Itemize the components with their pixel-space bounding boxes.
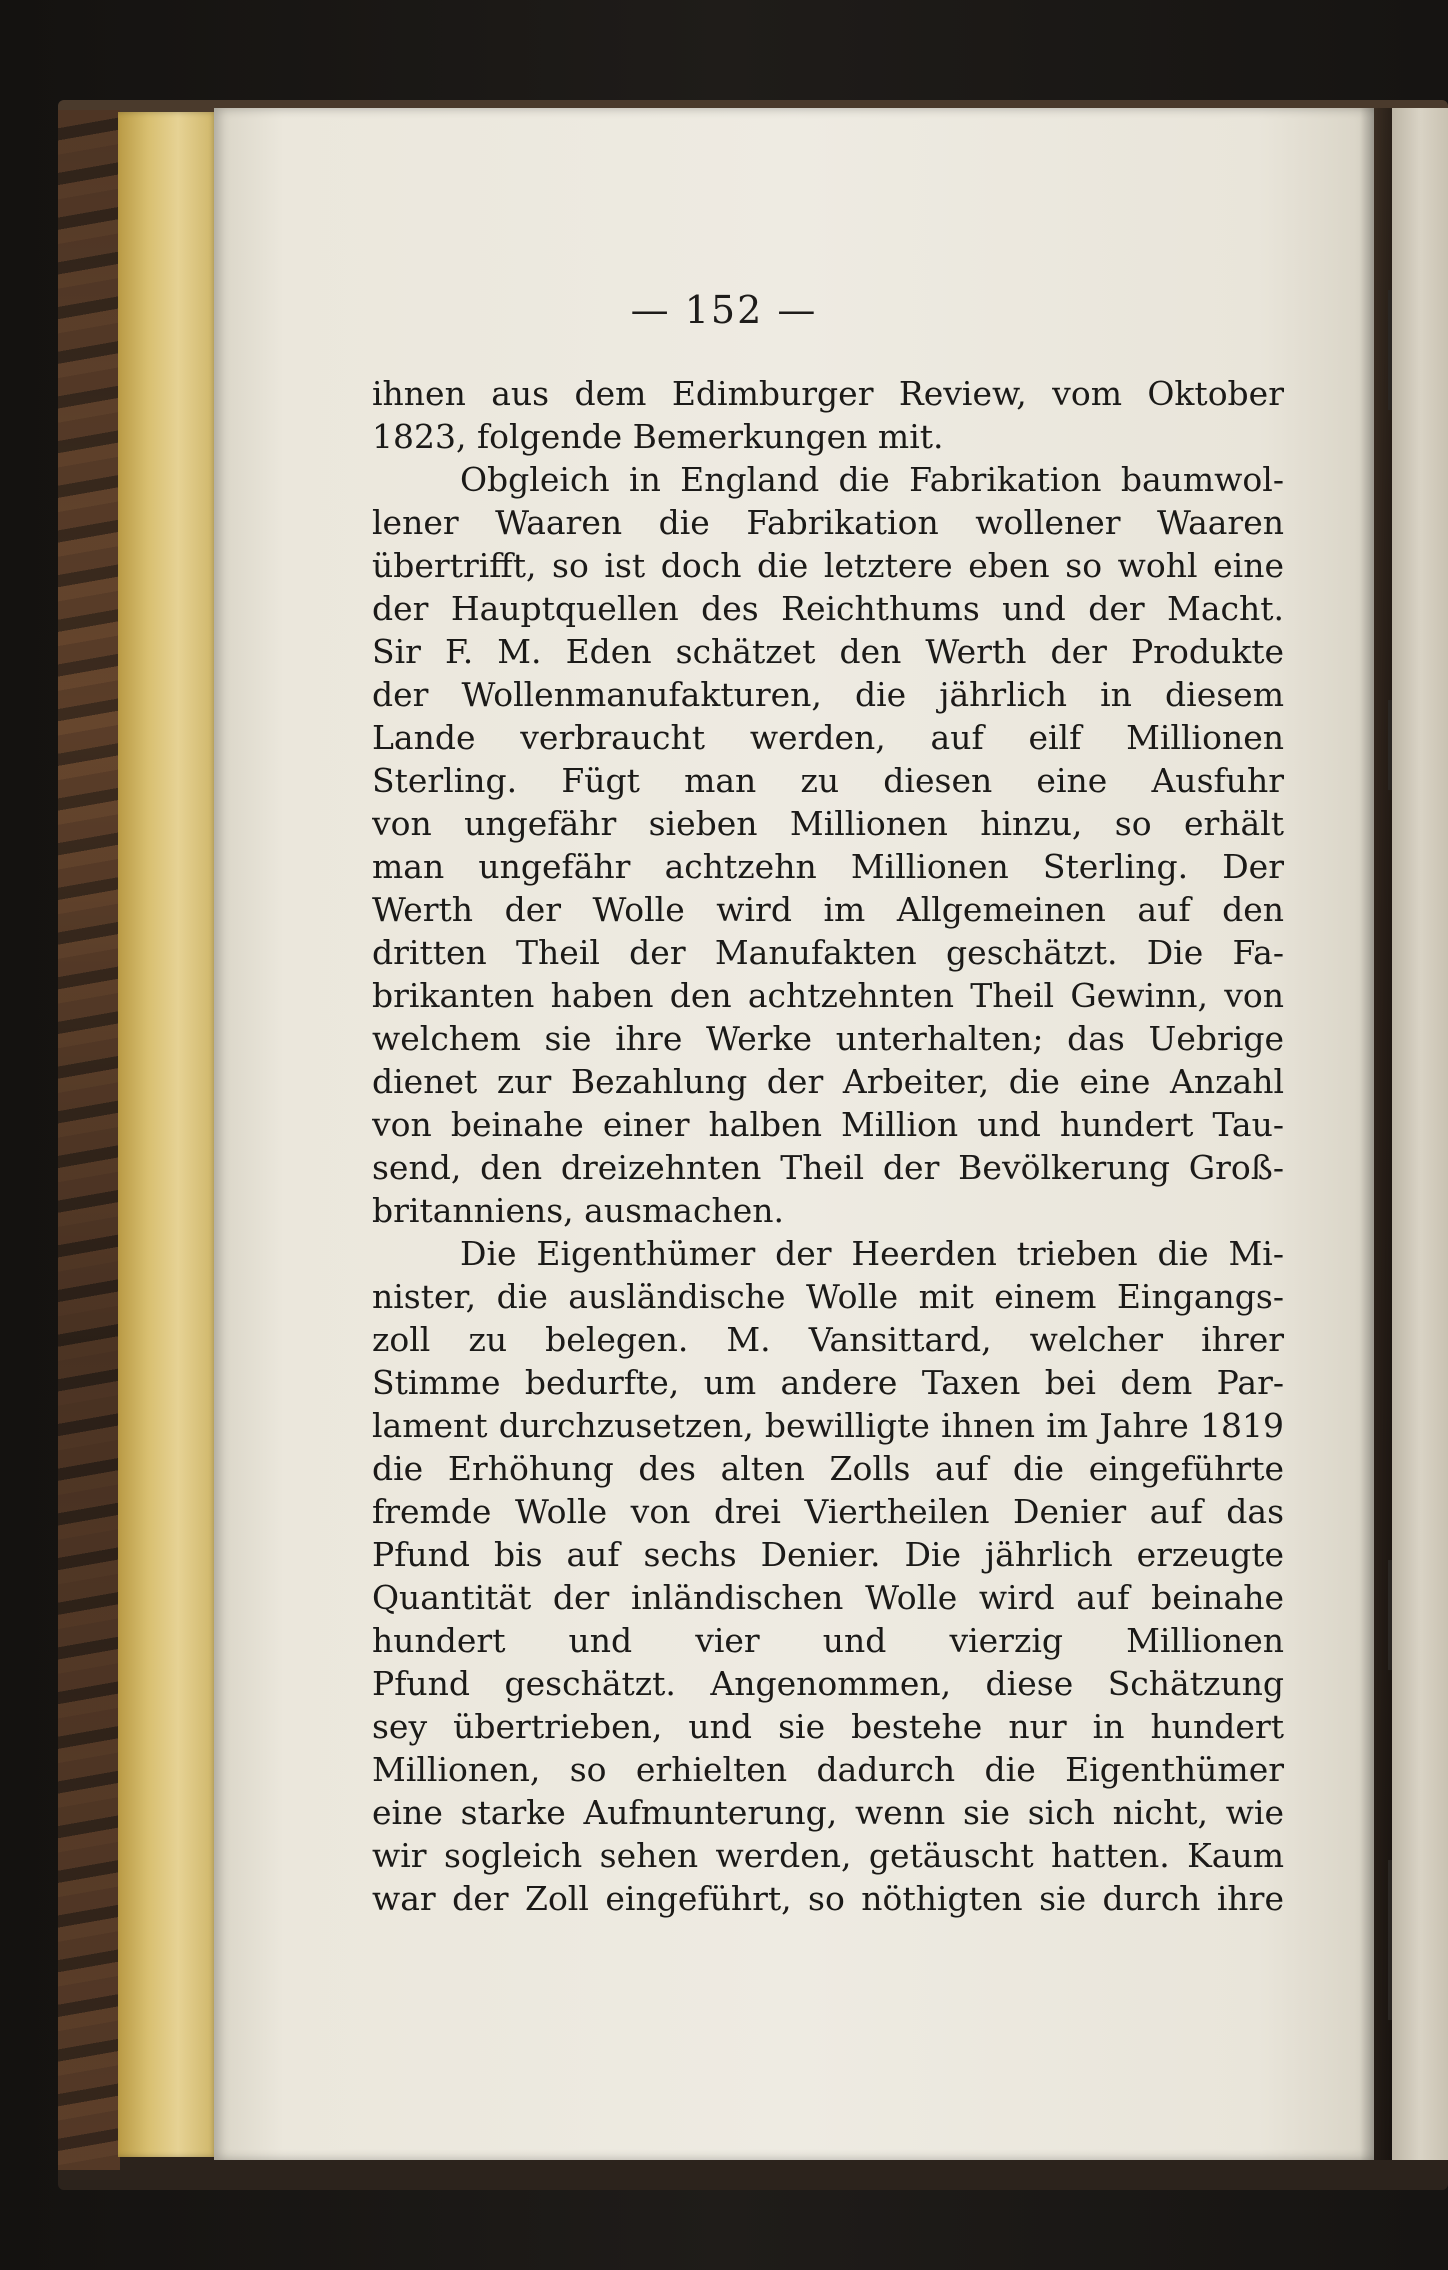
text-line: wir sogleich sehen werden, getäuscht hatten. Kaum xyxy=(372,1836,1284,1875)
text-line: der Hauptquellen des Reichthums und der Macht. xyxy=(372,589,1284,628)
text-line: brikanten haben den achtzehnten Theil Gewinn, von xyxy=(372,976,1284,1015)
text-line: die Erhöhung des alten Zolls auf die eingeführte xyxy=(372,1449,1284,1488)
text-line: Sir F. M. Eden schätzet den Werth der Produkte xyxy=(372,632,1284,671)
page-number: — 152 — xyxy=(630,288,818,332)
text-line: dritten Theil der Manufakten geschätzt. Die Fa- xyxy=(372,933,1284,972)
text-line: Millionen, so erhielten dadurch die Eigenthümer xyxy=(372,1750,1284,1789)
text-line: welchem sie ihre Werke unterhalten; das Uebrige xyxy=(372,1019,1284,1058)
text-line: sey übertrieben, und sie bestehe nur in hundert xyxy=(372,1707,1284,1746)
text-line: Die Eigenthümer der Heerden trieben die Mi- xyxy=(460,1234,1284,1273)
text-line: Werth der Wolle wird im Allgemeinen auf den xyxy=(372,890,1284,929)
text-line: nister, die ausländische Wolle mit einem Eingangs- xyxy=(372,1277,1284,1316)
text-line: ihnen aus dem Edimburger Review, vom Oktober xyxy=(372,374,1284,413)
text-line: man ungefähr achtzehn Millionen Sterling. Der xyxy=(372,847,1284,886)
text-line: Sterling. Fügt man zu diesen eine Ausfuhr xyxy=(372,761,1284,800)
text-line: lament durchzusetzen, bewilligte ihnen im Jahre 1819 xyxy=(372,1406,1284,1445)
facing-page-ink-mark xyxy=(1388,700,1392,790)
text-line: von beinahe einer halben Million und hundert Tau- xyxy=(372,1105,1284,1144)
text-line: britanniens, ausmachen. xyxy=(372,1191,784,1230)
text-line: dienet zur Bezahlung der Arbeiter, die eine Anzahl xyxy=(372,1062,1284,1101)
marbled-cover-edge xyxy=(58,110,120,2170)
text-line: Obgleich in England die Fabrikation baumwol- xyxy=(460,460,1284,499)
text-line: Lande verbraucht werden, auf eilf Millionen xyxy=(372,718,1284,757)
text-line: send, den dreizehnten Theil der Bevölkerung Groß- xyxy=(372,1148,1284,1187)
text-line: Quantität der inländischen Wolle wird auf beinahe xyxy=(372,1578,1284,1617)
text-line: war der Zoll eingeführt, so nöthigten sie durch ihre xyxy=(372,1879,1284,1918)
text-line: lener Waaren die Fabrikation wollener Waaren xyxy=(372,503,1284,542)
gilt-page-edges xyxy=(118,112,218,2157)
facing-page-ink-mark xyxy=(1388,1860,1392,2020)
text-line: fremde Wolle von drei Viertheilen Denier auf das xyxy=(372,1492,1284,1531)
text-line: 1823, folgende Bemerkungen mit. xyxy=(372,417,944,456)
text-line: der Wollenmanufakturen, die jährlich in diesem xyxy=(372,675,1284,714)
text-line: Pfund bis auf sechs Denier. Die jährlich erzeugte xyxy=(372,1535,1284,1574)
text-line: zoll zu belegen. M. Vansittard, welcher ihrer xyxy=(372,1320,1284,1359)
text-line: Pfund geschätzt. Angenommen, diese Schätzung xyxy=(372,1664,1284,1703)
body-text xyxy=(372,372,1284,1920)
text-line: eine starke Aufmunterung, wenn sie sich nicht, wie xyxy=(372,1793,1284,1832)
text-line: von ungefähr sieben Millionen hinzu, so erhält xyxy=(372,804,1284,843)
facing-page-edge xyxy=(1392,108,1448,2160)
facing-page-ink-mark xyxy=(1388,1560,1392,1670)
text-line: Stimme bedurfte, um andere Taxen bei dem Par- xyxy=(372,1363,1284,1402)
text-line: hundert und vier und vierzig Millionen xyxy=(372,1621,1284,1660)
text-line: übertrifft, so ist doch die letztere eben so wohl eine xyxy=(372,546,1284,585)
